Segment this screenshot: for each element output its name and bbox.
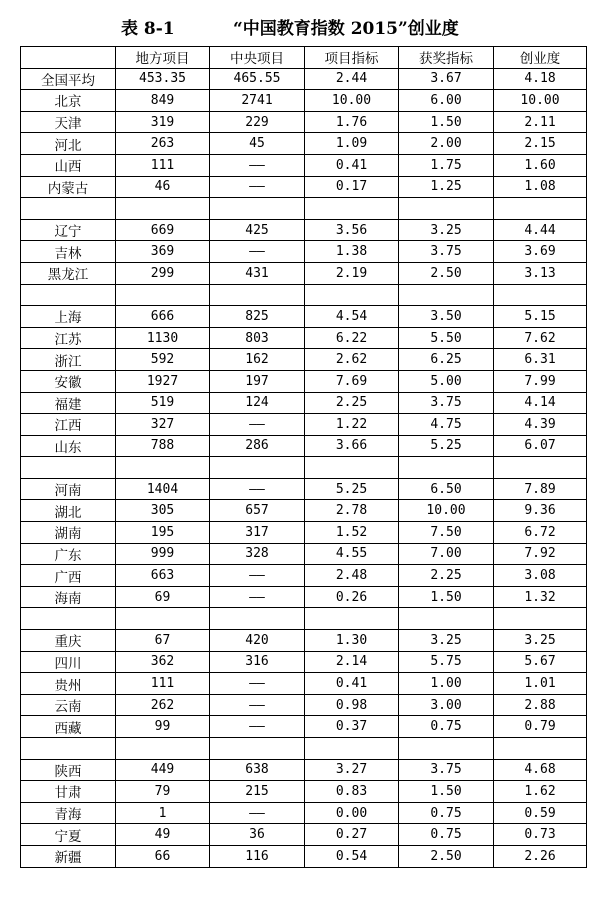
local-projects-cell [116, 608, 210, 630]
entrepreneurship-cell: 5.15 [494, 306, 587, 328]
project-index-cell: 0.41 [305, 673, 399, 695]
project-index-cell: 0.26 [305, 586, 399, 608]
local-projects-cell: 327 [116, 414, 210, 436]
region-cell: 江苏 [21, 327, 116, 349]
table-row [21, 370, 587, 392]
region-cell: 上海 [21, 306, 116, 328]
award-index-cell: 2.25 [399, 565, 494, 587]
central-projects-cell: —— [210, 694, 305, 716]
award-index-cell: 3.75 [399, 392, 494, 414]
region-cell: 贵州 [21, 673, 116, 695]
award-index-cell: 3.75 [399, 759, 494, 781]
region-cell: 甘肃 [21, 781, 116, 803]
local-projects-cell: 49 [116, 824, 210, 846]
local-projects-cell: 788 [116, 435, 210, 457]
table-row [21, 262, 587, 284]
region-cell: 内蒙古 [21, 176, 116, 198]
entrepreneurship-cell: 6.07 [494, 435, 587, 457]
local-projects-cell: 663 [116, 565, 210, 587]
table-row [21, 414, 587, 436]
local-projects-cell: 66 [116, 845, 210, 867]
region-cell: 河南 [21, 478, 116, 500]
entrepreneurship-cell: 7.89 [494, 478, 587, 500]
table-caption [0, 0, 603, 46]
region-cell [21, 284, 116, 306]
local-projects-cell: 305 [116, 500, 210, 522]
award-index-cell: 10.00 [399, 500, 494, 522]
region-cell: 辽宁 [21, 219, 116, 241]
entrepreneurship-cell: 2.88 [494, 694, 587, 716]
local-projects-cell: 46 [116, 176, 210, 198]
entrepreneurship-cell: 10.00 [494, 90, 587, 112]
award-index-cell: 6.00 [399, 90, 494, 112]
project-index-cell: 1.52 [305, 522, 399, 544]
local-projects-cell: 1 [116, 802, 210, 824]
region-cell: 湖南 [21, 522, 116, 544]
local-projects-cell: 369 [116, 241, 210, 263]
entrepreneurship-cell: 9.36 [494, 500, 587, 522]
central-projects-cell: 316 [210, 651, 305, 673]
local-projects-cell: 362 [116, 651, 210, 673]
local-projects-cell: 999 [116, 543, 210, 565]
award-index-cell: 0.75 [399, 824, 494, 846]
central-projects-cell: 328 [210, 543, 305, 565]
entrepreneurship-cell: 2.26 [494, 845, 587, 867]
central-projects-cell: —— [210, 478, 305, 500]
project-index-cell: 1.38 [305, 241, 399, 263]
region-cell: 全国平均 [21, 68, 116, 90]
local-projects-cell [116, 457, 210, 479]
table-title: “中国教育指数 2015”创业度 [233, 19, 459, 39]
local-projects-cell: 449 [116, 759, 210, 781]
region-cell [21, 198, 116, 220]
award-index-cell: 3.75 [399, 241, 494, 263]
local-projects-cell: 195 [116, 522, 210, 544]
entrepreneurship-cell [494, 457, 587, 479]
local-projects-cell: 111 [116, 154, 210, 176]
table-row [21, 845, 587, 867]
project-index-cell [305, 457, 399, 479]
project-index-cell: 1.76 [305, 111, 399, 133]
region-cell: 宁夏 [21, 824, 116, 846]
region-cell: 陕西 [21, 759, 116, 781]
project-index-cell: 2.48 [305, 565, 399, 587]
region-cell: 安徽 [21, 370, 116, 392]
central-projects-cell [210, 284, 305, 306]
central-projects-cell: 286 [210, 435, 305, 457]
table-row [21, 349, 587, 371]
central-projects-cell: 803 [210, 327, 305, 349]
project-index-cell: 1.22 [305, 414, 399, 436]
project-index-cell: 0.00 [305, 802, 399, 824]
entrepreneurship-cell: 2.15 [494, 133, 587, 155]
table-row [21, 154, 587, 176]
central-projects-cell: 36 [210, 824, 305, 846]
group-spacer-row [21, 608, 587, 630]
central-projects-cell: 425 [210, 219, 305, 241]
central-projects-cell: 465.55 [210, 68, 305, 90]
group-spacer-row [21, 284, 587, 306]
central-projects-cell: 657 [210, 500, 305, 522]
table-row [21, 630, 587, 652]
local-projects-cell: 1927 [116, 370, 210, 392]
header-local-projects: 地方项目 [116, 47, 210, 69]
region-cell: 湖北 [21, 500, 116, 522]
region-cell: 海南 [21, 586, 116, 608]
table-row [21, 543, 587, 565]
table-row [21, 522, 587, 544]
central-projects-cell: 116 [210, 845, 305, 867]
central-projects-cell: 317 [210, 522, 305, 544]
project-index-cell: 2.25 [305, 392, 399, 414]
project-index-cell: 3.56 [305, 219, 399, 241]
project-index-cell: 6.22 [305, 327, 399, 349]
central-projects-cell: 2741 [210, 90, 305, 112]
project-index-cell [305, 198, 399, 220]
project-index-cell [305, 608, 399, 630]
local-projects-cell: 592 [116, 349, 210, 371]
award-index-cell: 0.75 [399, 716, 494, 738]
region-cell: 北京 [21, 90, 116, 112]
group-spacer-row [21, 457, 587, 479]
header-project-index: 项目指标 [305, 47, 399, 69]
award-index-cell: 5.00 [399, 370, 494, 392]
entrepreneurship-cell [494, 284, 587, 306]
award-index-cell [399, 608, 494, 630]
header-entrepreneurship: 创业度 [494, 47, 587, 69]
region-cell: 西藏 [21, 716, 116, 738]
table-row [21, 824, 587, 846]
group-spacer-row [21, 738, 587, 760]
group-spacer-row [21, 198, 587, 220]
award-index-cell: 1.50 [399, 586, 494, 608]
header-award-index: 获奖指标 [399, 47, 494, 69]
entrepreneurship-cell: 2.11 [494, 111, 587, 133]
region-cell [21, 608, 116, 630]
entrepreneurship-cell [494, 608, 587, 630]
table-row [21, 586, 587, 608]
local-projects-cell: 299 [116, 262, 210, 284]
local-projects-cell: 111 [116, 673, 210, 695]
entrepreneurship-cell: 4.14 [494, 392, 587, 414]
table-row [21, 111, 587, 133]
central-projects-cell: 45 [210, 133, 305, 155]
entrepreneurship-cell: 1.62 [494, 781, 587, 803]
entrepreneurship-cell: 7.62 [494, 327, 587, 349]
central-projects-cell [210, 608, 305, 630]
entrepreneurship-cell: 6.31 [494, 349, 587, 371]
region-cell: 天津 [21, 111, 116, 133]
central-projects-cell: —— [210, 241, 305, 263]
project-index-cell: 0.54 [305, 845, 399, 867]
table-row [21, 565, 587, 587]
region-cell: 浙江 [21, 349, 116, 371]
central-projects-cell [210, 457, 305, 479]
region-cell: 山西 [21, 154, 116, 176]
project-index-cell: 4.55 [305, 543, 399, 565]
table-row [21, 306, 587, 328]
project-index-cell: 0.27 [305, 824, 399, 846]
local-projects-cell: 519 [116, 392, 210, 414]
local-projects-cell [116, 284, 210, 306]
entrepreneurship-cell: 4.39 [494, 414, 587, 436]
table-row [21, 716, 587, 738]
local-projects-cell: 669 [116, 219, 210, 241]
award-index-cell: 2.00 [399, 133, 494, 155]
table-row [21, 781, 587, 803]
award-index-cell [399, 284, 494, 306]
award-index-cell: 1.25 [399, 176, 494, 198]
award-index-cell: 7.00 [399, 543, 494, 565]
award-index-cell [399, 198, 494, 220]
central-projects-cell: 431 [210, 262, 305, 284]
award-index-cell: 3.50 [399, 306, 494, 328]
central-projects-cell: —— [210, 565, 305, 587]
table-row [21, 392, 587, 414]
entrepreneurship-cell: 4.68 [494, 759, 587, 781]
local-projects-cell: 79 [116, 781, 210, 803]
table-row [21, 478, 587, 500]
central-projects-cell: 420 [210, 630, 305, 652]
project-index-cell: 0.17 [305, 176, 399, 198]
table-row [21, 219, 587, 241]
local-projects-cell: 453.35 [116, 68, 210, 90]
entrepreneurship-cell: 1.08 [494, 176, 587, 198]
entrepreneurship-cell: 0.79 [494, 716, 587, 738]
project-index-cell: 10.00 [305, 90, 399, 112]
award-index-cell: 2.50 [399, 262, 494, 284]
central-projects-cell: 638 [210, 759, 305, 781]
local-projects-cell: 319 [116, 111, 210, 133]
project-index-cell: 0.83 [305, 781, 399, 803]
local-projects-cell: 67 [116, 630, 210, 652]
region-cell: 新疆 [21, 845, 116, 867]
header-central-projects: 中央项目 [210, 47, 305, 69]
central-projects-cell: —— [210, 802, 305, 824]
central-projects-cell: 215 [210, 781, 305, 803]
entrepreneurship-cell: 4.18 [494, 68, 587, 90]
award-index-cell: 4.75 [399, 414, 494, 436]
local-projects-cell: 263 [116, 133, 210, 155]
region-cell: 四川 [21, 651, 116, 673]
entrepreneurship-cell [494, 738, 587, 760]
region-cell: 广西 [21, 565, 116, 587]
entrepreneurship-cell: 0.73 [494, 824, 587, 846]
table-number: 表 8-1 [121, 19, 175, 39]
award-index-cell: 3.25 [399, 219, 494, 241]
project-index-cell: 0.37 [305, 716, 399, 738]
project-index-cell: 2.14 [305, 651, 399, 673]
table-row [21, 500, 587, 522]
entrepreneurship-cell: 5.67 [494, 651, 587, 673]
award-index-cell: 0.75 [399, 802, 494, 824]
entrepreneurship-cell: 3.69 [494, 241, 587, 263]
project-index-cell: 1.09 [305, 133, 399, 155]
table-row [21, 241, 587, 263]
project-index-cell: 7.69 [305, 370, 399, 392]
award-index-cell [399, 457, 494, 479]
central-projects-cell: 162 [210, 349, 305, 371]
local-projects-cell [116, 738, 210, 760]
award-index-cell: 3.00 [399, 694, 494, 716]
award-index-cell: 6.25 [399, 349, 494, 371]
local-projects-cell: 1130 [116, 327, 210, 349]
central-projects-cell: —— [210, 176, 305, 198]
local-projects-cell: 1404 [116, 478, 210, 500]
award-index-cell: 5.75 [399, 651, 494, 673]
region-cell: 吉林 [21, 241, 116, 263]
award-index-cell: 5.25 [399, 435, 494, 457]
region-cell: 山东 [21, 435, 116, 457]
award-index-cell: 6.50 [399, 478, 494, 500]
award-index-cell: 3.25 [399, 630, 494, 652]
table-row [21, 133, 587, 155]
project-index-cell: 4.54 [305, 306, 399, 328]
entrepreneurship-cell: 1.01 [494, 673, 587, 695]
award-index-cell: 3.67 [399, 68, 494, 90]
project-index-cell: 2.62 [305, 349, 399, 371]
central-projects-cell: —— [210, 154, 305, 176]
award-index-cell: 1.50 [399, 781, 494, 803]
table-row [21, 651, 587, 673]
award-index-cell: 7.50 [399, 522, 494, 544]
local-projects-cell: 666 [116, 306, 210, 328]
table-row [21, 694, 587, 716]
entrepreneurship-cell: 7.92 [494, 543, 587, 565]
central-projects-cell: 124 [210, 392, 305, 414]
region-cell: 广东 [21, 543, 116, 565]
table-row [21, 802, 587, 824]
entrepreneurship-cell: 6.72 [494, 522, 587, 544]
award-index-cell: 5.50 [399, 327, 494, 349]
header-region [21, 47, 116, 69]
project-index-cell: 3.66 [305, 435, 399, 457]
region-cell: 江西 [21, 414, 116, 436]
region-cell [21, 738, 116, 760]
project-index-cell: 1.30 [305, 630, 399, 652]
central-projects-cell: 229 [210, 111, 305, 133]
award-index-cell [399, 738, 494, 760]
project-index-cell: 2.44 [305, 68, 399, 90]
central-projects-cell: —— [210, 716, 305, 738]
region-cell [21, 457, 116, 479]
award-index-cell: 1.75 [399, 154, 494, 176]
table-row [21, 176, 587, 198]
entrepreneurship-cell: 1.32 [494, 586, 587, 608]
entrepreneurship-cell: 3.08 [494, 565, 587, 587]
table-row [21, 759, 587, 781]
entrepreneurship-cell [494, 198, 587, 220]
award-index-cell: 1.00 [399, 673, 494, 695]
region-cell: 重庆 [21, 630, 116, 652]
local-projects-cell: 99 [116, 716, 210, 738]
table-row [21, 327, 587, 349]
central-projects-cell: 197 [210, 370, 305, 392]
project-index-cell: 5.25 [305, 478, 399, 500]
table-row [21, 673, 587, 695]
central-projects-cell: —— [210, 586, 305, 608]
local-projects-cell: 69 [116, 586, 210, 608]
local-projects-cell [116, 198, 210, 220]
project-index-cell: 0.98 [305, 694, 399, 716]
entrepreneurship-cell: 3.25 [494, 630, 587, 652]
central-projects-cell [210, 738, 305, 760]
project-index-cell: 2.19 [305, 262, 399, 284]
entrepreneurship-cell: 7.99 [494, 370, 587, 392]
entrepreneurship-cell: 3.13 [494, 262, 587, 284]
table-row [21, 435, 587, 457]
region-cell: 河北 [21, 133, 116, 155]
award-index-cell: 1.50 [399, 111, 494, 133]
project-index-cell: 0.41 [305, 154, 399, 176]
local-projects-cell: 849 [116, 90, 210, 112]
table-row [21, 90, 587, 112]
region-cell: 黑龙江 [21, 262, 116, 284]
local-projects-cell: 262 [116, 694, 210, 716]
project-index-cell: 2.78 [305, 500, 399, 522]
region-cell: 青海 [21, 802, 116, 824]
region-cell: 云南 [21, 694, 116, 716]
central-projects-cell: —— [210, 673, 305, 695]
project-index-cell: 3.27 [305, 759, 399, 781]
central-projects-cell: 825 [210, 306, 305, 328]
central-projects-cell [210, 198, 305, 220]
award-index-cell: 2.50 [399, 845, 494, 867]
data-table [20, 46, 587, 868]
entrepreneurship-cell: 1.60 [494, 154, 587, 176]
header-row [21, 47, 587, 69]
central-projects-cell: —— [210, 414, 305, 436]
table-row [21, 68, 587, 90]
entrepreneurship-cell: 0.59 [494, 802, 587, 824]
project-index-cell [305, 738, 399, 760]
region-cell: 福建 [21, 392, 116, 414]
project-index-cell [305, 284, 399, 306]
entrepreneurship-cell: 4.44 [494, 219, 587, 241]
